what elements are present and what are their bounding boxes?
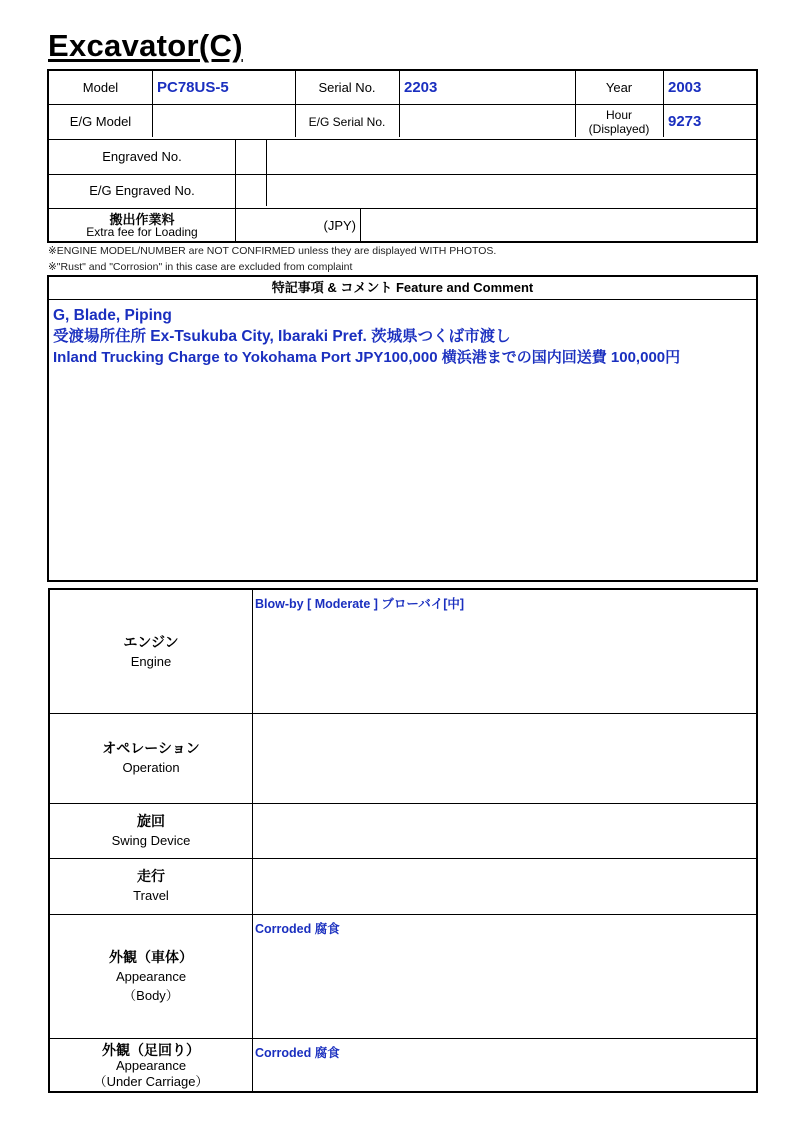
fee-label xyxy=(49,208,235,243)
section-engine-value: Blow-by [ Moderate ] ブローバイ[中] xyxy=(255,597,465,611)
section-operation-en: Operation xyxy=(122,760,180,775)
section-appearance-body-en2: （Body） xyxy=(123,987,179,1003)
section-operation-jp: オペレーション xyxy=(102,740,200,756)
engraved-label: Engraved No. xyxy=(102,148,182,164)
year-value: 2003 xyxy=(668,79,702,96)
section-operation xyxy=(50,713,252,803)
section-travel-jp: 走行 xyxy=(137,868,165,884)
section-travel-en: Travel xyxy=(133,888,169,903)
hour-label xyxy=(575,104,663,139)
section-appearance-undercarriage-en2: （Under Carriage） xyxy=(93,1073,209,1089)
eg-model-label: E/G Model xyxy=(69,113,132,129)
eg-engraved-label: E/G Engraved No. xyxy=(89,183,195,198)
note-engine: ※ENGINE MODEL/NUMBER are NOT CONFIRMED unless they are displayed WITH PHOTOS. xyxy=(48,245,497,257)
serial-value: 2203 xyxy=(404,79,438,96)
eg-model-value xyxy=(152,104,300,139)
section-appearance-body-value: Corroded 腐食 xyxy=(255,922,340,936)
model-value: PC78US-5 xyxy=(157,79,229,96)
eg-serial-label: E/G Serial No. xyxy=(308,114,386,129)
year-label: Year xyxy=(605,79,633,95)
inspection-table xyxy=(48,588,758,1093)
section-swing xyxy=(50,803,252,858)
fee-unit: (JPY) xyxy=(323,217,356,233)
page-title: Excavator(C) xyxy=(48,28,243,63)
fee-label-jp: 搬出作業料 xyxy=(109,211,175,227)
section-appearance-undercarriage-value: Corroded 腐食 xyxy=(255,1046,340,1060)
section-engine-en: Engine xyxy=(130,653,172,669)
section-appearance-undercarriage-en: Appearance xyxy=(115,1057,187,1073)
feature-line: Inland Trucking Charge to Yokohama Port JPY100,000 横浜港までの国内回送費 100,000円 xyxy=(53,349,681,366)
section-engine-jp: エンジン xyxy=(123,633,179,650)
section-swing-jp: 旋回 xyxy=(137,812,165,829)
feature-line: 受渡場所住所 Ex-Tsukuba City, Ibaraki Pref. 茨城県つくば市渡し xyxy=(53,328,511,345)
feature-header: 特記事項 & コメント Feature and Comment xyxy=(271,280,534,295)
section-appearance-body-en: Appearance xyxy=(115,968,187,984)
hour-label-line1: Hour xyxy=(605,107,632,122)
section-appearance-undercarriage xyxy=(50,1038,252,1093)
section-appearance-undercarriage-jp: 外観（足回り） xyxy=(102,1041,200,1058)
hour-value: 9273 xyxy=(668,113,702,130)
feature-box xyxy=(47,275,758,582)
feature-line: G, Blade, Piping xyxy=(53,307,172,324)
section-appearance-body-jp: 外観（車体） xyxy=(109,948,193,965)
serial-label: Serial No. xyxy=(318,79,376,95)
eg-serial-value xyxy=(399,104,580,139)
hour-label-line2: (Displayed) xyxy=(588,121,650,136)
section-swing-en: Swing Device xyxy=(111,832,191,848)
note-rust: ※"Rust" and "Corrosion" in this case are excluded from complaint xyxy=(48,261,353,273)
fee-label-en: Extra fee for Loading xyxy=(86,224,198,239)
section-engine xyxy=(50,590,252,713)
model-label: Model xyxy=(82,79,119,95)
section-travel xyxy=(50,858,252,914)
spec-table xyxy=(47,69,758,243)
section-appearance-body xyxy=(50,914,252,1038)
